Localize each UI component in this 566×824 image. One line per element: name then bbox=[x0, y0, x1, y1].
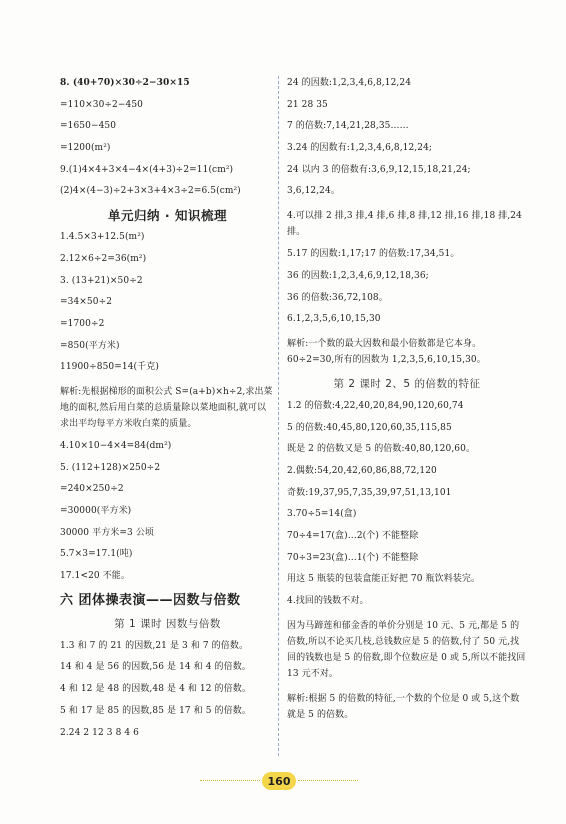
solution-line: 1.2 的倍数:4,22,40,20,84,90,120,60,74 bbox=[287, 400, 464, 411]
solution-line: 3. (13+21)×50÷2 bbox=[60, 275, 143, 286]
solution-line: 17.1<20 不能。 bbox=[60, 571, 130, 582]
column-divider bbox=[278, 76, 279, 756]
solution-line: 4.10×10−4×4=84(dm²) bbox=[60, 440, 172, 451]
right-column bbox=[287, 78, 527, 732]
solution-line: 36 的因数:1,2,3,4,6,9,12,18,36; bbox=[287, 270, 429, 281]
unit-heading: 六 团体操表演——因数与倍数 bbox=[60, 592, 241, 608]
solution-line: 5 和 17 是 85 的因数,85 是 17 和 5 的倍数。 bbox=[60, 705, 251, 716]
solution-line: 1.4.5×3+12.5(m²) bbox=[60, 232, 145, 243]
solution-line: =240×250÷2 bbox=[60, 484, 124, 495]
solution-line: 4.可以排 2 排,3 排,4 排,6 排,8 排,12 排,16 排,18 排,24 排。 bbox=[287, 211, 522, 238]
solution-line: 8. (40+70)×30÷2−30×15 bbox=[60, 78, 190, 88]
solution-line: 3.70÷5=14(盒) bbox=[287, 509, 357, 520]
left-column bbox=[60, 78, 275, 749]
solution-line: 70÷3=23(盒)…1(个) 不能整除 bbox=[287, 552, 419, 563]
solution-line: =34×50÷2 bbox=[60, 297, 113, 308]
solution-line: =30000(平方米) bbox=[60, 506, 132, 516]
solution-line: 1.3 和 7 的 21 的因数,21 是 3 和 7 的倍数。 bbox=[60, 640, 249, 651]
solution-line: 2.12×6÷2=36(m²) bbox=[60, 253, 147, 264]
explanation-paragraph: 因为马蹄莲和郁金香的单价分别是 10 元、5 元,都是 5 的倍数,所以不论买几枝,总钱数应是 5 的倍数,付了 50 元,找回的钱数也是 5 的倍数,即个位数应是 0 或 5,所以不能找回 13 元不对。 bbox=[287, 620, 526, 679]
analysis-note: 解析:先根据梯形的面积公式 S=(a+b)×h÷2,求出菜地的面积,然后用白菜的总质量除以菜地面积,就可以求出平均每平方米收白菜的质量。 bbox=[60, 386, 273, 429]
analysis-note: 解析:根据 5 的倍数的特征,一个数的个位是 0 或 5,这个数就是 5 的倍数。 bbox=[287, 693, 520, 720]
solution-line: 3.24 的因数有:1,2,3,4,6,8,12,24; bbox=[287, 143, 433, 154]
section-heading: 单元归纳 · 知识梳理 bbox=[108, 208, 227, 224]
solution-line: 4.找回的钱数不对。 bbox=[287, 596, 369, 607]
solution-line: 3,6,12,24。 bbox=[287, 186, 340, 197]
solution-line: 70÷4=17(盒)…2(个) 不能整除 bbox=[287, 531, 419, 541]
page-number: 160 bbox=[262, 772, 296, 790]
solution-line: =1200(m²) bbox=[60, 143, 111, 154]
solution-line: 5. (112+128)×250÷2 bbox=[60, 462, 161, 473]
lesson-heading: 第 1 课时 因数与倍数 bbox=[114, 617, 221, 630]
solution-line: 4 和 12 是 48 的因数,48 是 4 和 12 的倍数。 bbox=[60, 684, 251, 695]
solution-line: 24 的因数:1,2,3,4,6,8,12,24 bbox=[287, 78, 412, 88]
solution-line: 21 28 35 bbox=[287, 99, 328, 110]
solution-line: =1700÷2 bbox=[60, 318, 105, 329]
solution-line: 用这 5 瓶装的包装盒能正好把 70 瓶饮料装完。 bbox=[287, 574, 481, 585]
solution-line: 9.(1)4×4+3×4−4×(4+3)÷2=11(cm²) bbox=[60, 164, 234, 175]
solution-line: 2.24 2 12 3 8 4 6 bbox=[60, 727, 139, 738]
solution-line: (2)4×(4−3)÷2+3×3+4×3÷2=6.5(cm²) bbox=[60, 186, 241, 197]
solution-line: =850(平方米) bbox=[60, 340, 120, 351]
solution-line: 30000 平方米=3 公顷 bbox=[60, 527, 155, 538]
solution-line: 7 的倍数:7,14,21,28,35…… bbox=[287, 121, 409, 132]
solution-line: 36 的倍数:36,72,108。 bbox=[287, 292, 388, 303]
solution-line: 2.偶数:54,20,42,60,86,88,72,120 bbox=[287, 465, 437, 476]
solution-line: 5.7×3=17.1(吨) bbox=[60, 549, 133, 560]
solution-line: =1650−450 bbox=[60, 121, 117, 132]
solution-line: 6.1,2,3,5,6,10,15,30 bbox=[287, 314, 381, 325]
solution-line: 14 和 4 是 56 的因数,56 是 14 和 4 的倍数。 bbox=[60, 662, 251, 673]
solution-line: 24 以内 3 的倍数有:3,6,9,12,15,18,21,24; bbox=[287, 164, 471, 175]
solution-line: 奇数:19,37,95,7,35,39,97,51,13,101 bbox=[287, 487, 452, 498]
lesson-heading: 第 2 课时 2、5 的倍数的特征 bbox=[333, 377, 481, 390]
solution-line: 5 的倍数:40,45,80,120,60,35,115,85 bbox=[287, 422, 452, 433]
analysis-note: 解析:一个数的最大因数和最小倍数都是它本身。60÷2=30,所有的因数为 1,2,3,5,6,10,15,30。 bbox=[287, 338, 486, 365]
solution-line: =110×30÷2−450 bbox=[60, 99, 143, 110]
solution-line: 既是 2 的倍数又是 5 的倍数:40,80,120,60。 bbox=[287, 444, 476, 455]
solution-line: 11900÷850=14(千克) bbox=[60, 362, 159, 373]
solution-line: 5.17 的因数:1,17;17 的倍数:17,34,51。 bbox=[287, 249, 460, 260]
